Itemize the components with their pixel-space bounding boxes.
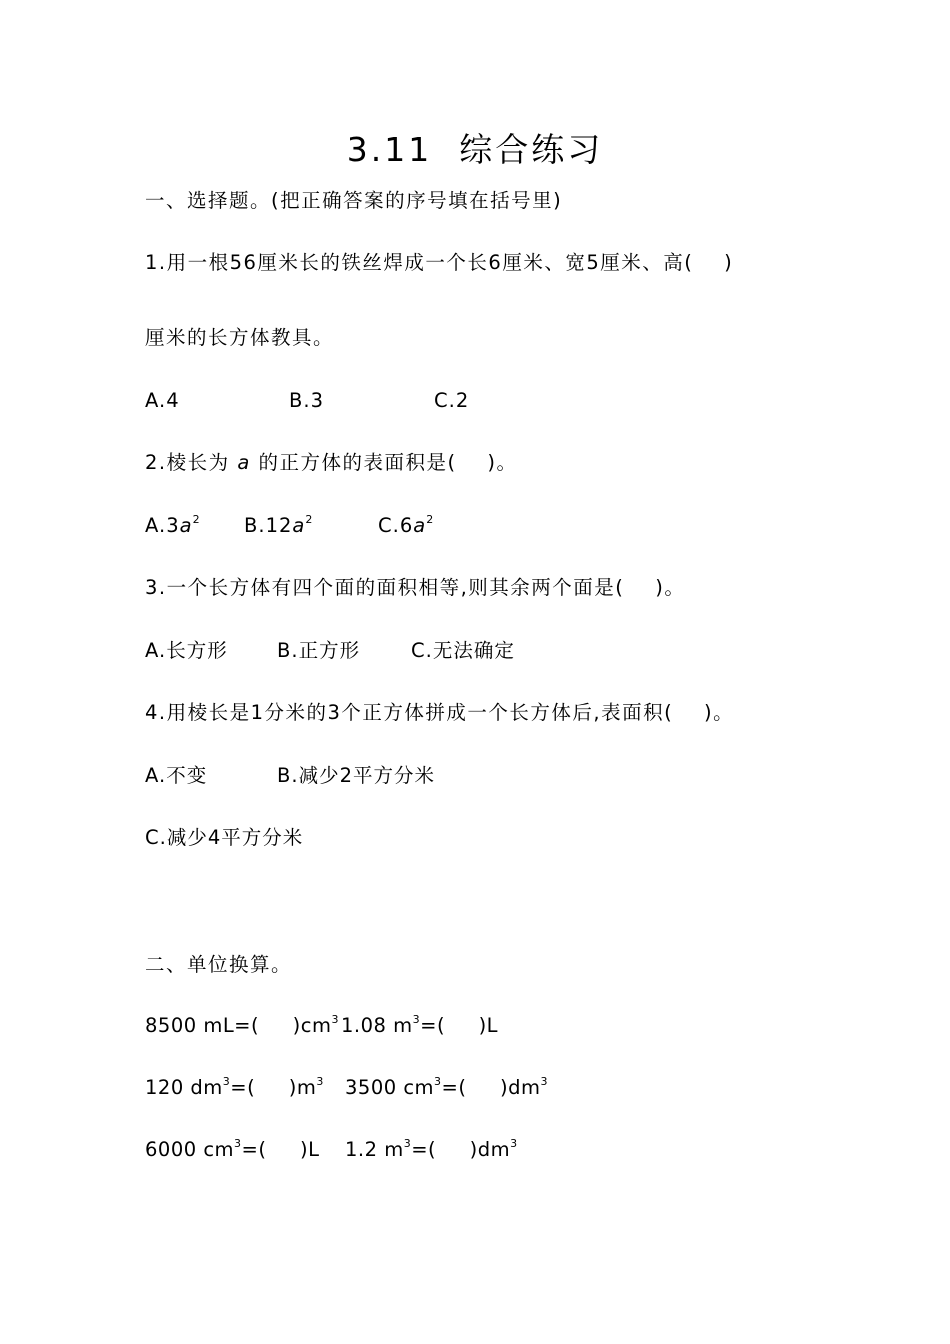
q4-options-line2 [145,823,304,913]
conversion-exp: 3 [434,1075,442,1088]
q2-stem-after: 的正方体的表面积是( )。 [250,451,518,474]
q2-option-c-var: a [413,514,427,537]
conversion-item [145,1011,339,1041]
q1-option-c: C.2 [434,389,470,412]
q2-option-c [378,511,434,541]
conversion-exp: 3 [222,1075,231,1088]
q2-stem-variable: a [237,451,251,474]
q2-option-a-coef: A.3 [145,514,180,537]
conversion-exp: 3 [412,1013,421,1026]
conversion-text: 1.2 m [345,1138,404,1161]
page-title: 3.11 综合练习 [346,130,604,169]
conversion-tail: =( )L [241,1138,320,1161]
q4-option-a: A.不变 [145,764,208,787]
q4-option-b: B.减少2平方分米 [277,764,435,787]
conversion-exp: 3 [331,1013,339,1026]
q3-stem: 3.一个长方体有四个面的面积相等,则其余两个面是( )。 [145,576,686,599]
conversion-exp: 3 [510,1137,518,1150]
q2-option-b [244,511,313,541]
conversion-item [145,1073,324,1103]
section2-heading: 二、单位换算。 [145,953,293,976]
q2-stem-before: 2.棱长为 [145,451,238,474]
q4-stem: 4.用棱长是1分米的3个正方体拼成一个长方体后,表面积( )。 [145,701,735,724]
q1-option-b: B.3 [289,389,324,412]
conversion-text: 3500 cm [345,1076,435,1099]
q2-option-a-exp: 2 [192,513,201,526]
conversion-text: 120 dm [145,1076,223,1099]
q2-option-b-coef: B.12 [244,514,293,537]
conversion-exp: 3 [540,1075,548,1088]
conversion-item [341,1011,498,1041]
conversion-exp: 3 [316,1075,324,1088]
conversion-text: 6000 cm [145,1138,235,1161]
q2-option-a-var: a [179,514,193,537]
conversion-tail: =( )dm [411,1138,511,1161]
conversion-item [345,1073,548,1103]
conversion-tail: =( )dm [441,1076,541,1099]
q1-stem-line2: 厘米的长方体教具。 [145,326,335,349]
q3-option-a: A.长方形 [145,639,228,662]
conversion-text: 8500 mL=( )cm [145,1014,332,1037]
q2-option-c-exp: 2 [426,513,435,526]
q1-option-a: A.4 [145,389,180,412]
q1-stem-line1: 1.用一根56厘米长的铁丝焊成一个长6厘米、宽5厘米、高( ) [145,251,734,274]
conversion-exp: 3 [403,1137,412,1150]
conversion-row-3 [145,1135,518,1255]
q3-option-c: C.无法确定 [411,639,515,662]
q2-option-c-coef: C.6 [378,514,414,537]
conversion-item [145,1135,319,1165]
q4-option-c: C.减少4平方分米 [145,826,304,849]
conversion-tail: =( )m [230,1076,317,1099]
q2-stem [145,448,517,478]
conversion-exp: 3 [234,1137,242,1150]
conversion-tail: =( )L [420,1014,499,1037]
section1-heading: 一、选择题。(把正确答案的序号填在括号里) [145,189,563,212]
q2-option-b-exp: 2 [305,513,314,526]
q2-option-b-var: a [292,514,306,537]
conversion-item [345,1135,518,1165]
q2-option-a [145,511,201,541]
q3-option-b: B.正方形 [277,639,361,662]
conversion-text: 1.08 m [341,1014,413,1037]
